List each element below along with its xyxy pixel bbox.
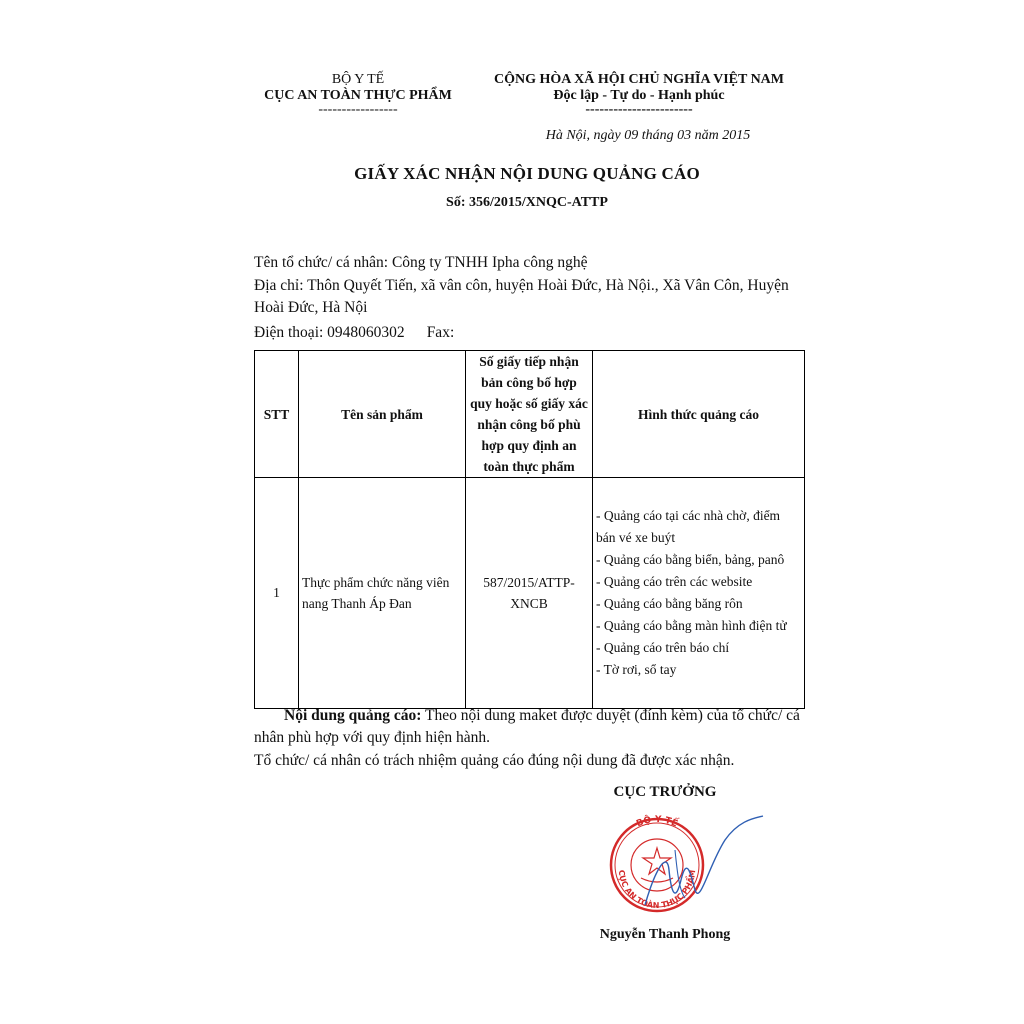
stamp-emblem-icon <box>643 848 671 874</box>
row-ad-forms <box>593 478 805 709</box>
responsibility-note: Tổ chức/ cá nhân có trách nhiệm quảng cáo đúng nội dung đã được xác nhận. <box>254 752 735 769</box>
fax-label: Fax: <box>426 324 455 341</box>
ad-form-item: - Quảng cáo trên báo chí <box>596 640 730 655</box>
row-stt: 1 <box>255 478 299 709</box>
ad-form-item: - Quảng cáo bằng biển, bảng, panô <box>596 552 785 567</box>
content-text: Theo nội dung maket được duyệt (đính kèm) của tổ chức/ cá nhân phù hợp với quy định hiện hành. <box>254 707 800 746</box>
stamp-top-text: BỘ Y TẾ <box>635 814 679 830</box>
country-name: CỘNG HÒA XÃ HỘI CHỦ NGHĨA VIỆT NAM <box>493 72 784 87</box>
header-certificate-text: Số giấy tiếp nhận bản công bố hợp quy hoặc số giấy xác nhận công bố phù hợp quy định an toàn thực phẩm <box>470 354 588 474</box>
national-motto: Độc lập - Tự do - Hạnh phúc <box>553 88 725 103</box>
header-right-underline: ----------------------- <box>585 102 693 117</box>
official-stamp <box>605 810 765 920</box>
ad-form-item: - Tờ rơi, sổ tay <box>596 662 677 677</box>
issue-date: Hà Nội, ngày 09 tháng 03 năm 2015 <box>545 128 751 143</box>
signature-title: CỤC TRƯỞNG <box>613 784 717 800</box>
department-name: CỤC AN TOÀN THỰC PHẨM <box>264 88 452 103</box>
ministry-name: BỘ Y TẾ <box>331 72 385 87</box>
header-right <box>468 72 810 118</box>
row-certificate-number <box>466 478 593 709</box>
document-number: Số: 356/2015/XNQC-ATTP <box>446 195 608 210</box>
row-product-name: Thực phẩm chức năng viên nang Thanh Áp Đan <box>299 478 466 709</box>
organization-line: Tên tổ chức/ cá nhân: Công ty TNHH Ipha công nghệ <box>254 254 588 271</box>
ad-form-item: - Quảng cáo trên các website <box>596 574 753 589</box>
header-certificate-number <box>466 351 593 478</box>
header-left-underline: ----------------- <box>318 102 398 117</box>
row-certificate-text: 587/2015/ATTP-XNCB <box>483 575 575 611</box>
phone-fax-line <box>254 322 454 344</box>
header-left <box>240 72 476 118</box>
phone-text: Điện thoại: 0948060302 <box>254 324 405 341</box>
table-header-row <box>255 351 805 478</box>
header-product-name: Tên sản phẩm <box>299 351 466 478</box>
table-row <box>255 478 805 709</box>
ad-form-item: - Quảng cáo tại các nhà chờ, điểm bán vé xe buýt <box>596 508 781 545</box>
content-label: Nội dung quảng cáo: <box>284 707 422 724</box>
address-line: Địa chỉ: Thôn Quyết Tiến, xã vân côn, huyện Hoài Đức, Hà Nội., Xã Vân Côn, Huyện Hoài Đức, Hà Nội <box>254 277 789 316</box>
advertising-content-note <box>254 705 814 749</box>
stamp-ring-text: CỤC AN TOÀN THỰC PHẨM <box>616 869 698 911</box>
stamp-seal <box>611 814 703 911</box>
header-stt: STT <box>255 351 299 478</box>
products-table <box>254 350 805 709</box>
ad-form-item: - Quảng cáo bằng màn hình điện tử <box>596 618 787 633</box>
ad-form-item: - Quảng cáo bằng băng rôn <box>596 596 743 611</box>
document-title: GIẤY XÁC NHẬN NỘI DUNG QUẢNG CÁO <box>354 164 700 183</box>
signer-name: Nguyễn Thanh Phong <box>599 927 731 942</box>
header-ad-form: Hình thức quảng cáo <box>593 351 805 478</box>
